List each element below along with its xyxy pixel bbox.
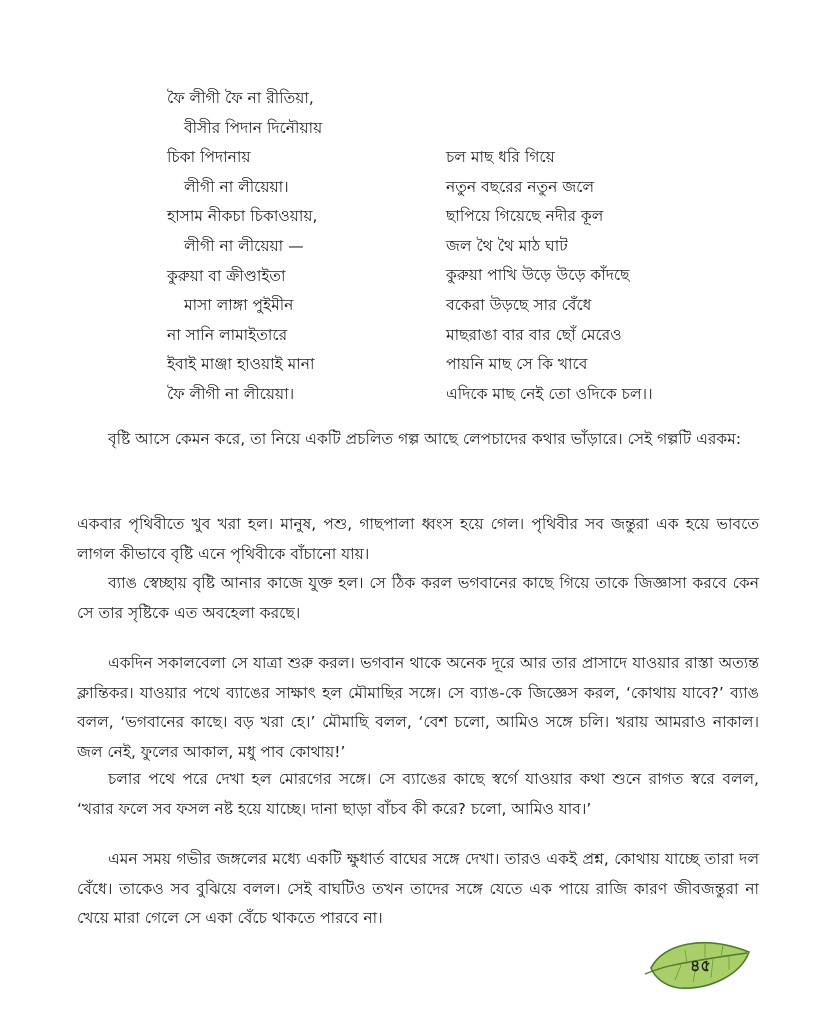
story-paragraph-1: একবার পৃথিবীতে খুব খরা হল। মানুষ, পশু, গাছপালা ধ্বংস হয়ে গেল। পৃথিবীর সব জন্তুরা এক হয়ে ভাবতে লাগল কীভাবে বৃষ্টি এনে পৃথিবীকে বাঁচানো যায়। (77, 515, 759, 563)
poem-right-column (446, 143, 653, 409)
poem-line: ইবাই মাঞ্জা হাওয়াই মানা (167, 355, 315, 374)
poem-line: চল মাছ ধরি গিয়ে (446, 148, 555, 166)
story-paragraph-4: চলার পথে পরে দেখা হল মোরগের সঙ্গে। সে ব্যাঙের কাছে স্বর্গে যাওয়ার কথা শুনে রাগত স্বরে বলল, ‘খরার ফলে সব ফসল নষ্ট হয়ে যাচ্ছে। দানা ছাড়া বাঁচব কী করে? চলো, আমিও যাব।’ (77, 770, 759, 818)
poem-line: ফৈ লীগী না লীয়েয়া। (167, 384, 295, 403)
story-paragraph-2: ব্যাঙ স্বেচ্ছায় বৃষ্টি আনার কাজে যুক্ত হল। সে ঠিক করল ভগবানের কাছে গিয়ে তাকে জিজ্ঞাসা করবে কেন সে তার সৃষ্টিকে এত অবহেলা করছে। (77, 574, 759, 622)
poem-line: মাছরাঙা বার বার ছোঁ মেরেও (446, 325, 622, 344)
poem-line: ফৈ লীগী ফৈ না রীতিয়া, (167, 89, 314, 107)
poem-line: হাসাম নীকচা চিকাওয়ায়, (167, 207, 318, 226)
poem-line: পায়নি মাছ সে কি খাবে (446, 355, 588, 374)
story-paragraph-5: এমন সময় গভীর জঙ্গলের মধ্যে একটি ক্ষুধার্ত বাঘের সঙ্গে দেখা। তারও একই প্রশ্ন, কোথায় যাচ্ছে তারা দল বেঁধে। তাকেও সব বুঝিয়ে বলল। সেই বাঘটিও তখন তাদের সঙ্গে যেতে এক পায়ে রাজি কারণ জীবজন্তুরা না খেয়ে মারা গেলে সে একা বেঁচে থাকতে পারবে না। (77, 850, 759, 927)
poem-line: মাসা লাঙ্গা পুইমীন (184, 296, 294, 315)
poem-line: চিকা পিদানায় (167, 148, 251, 167)
poem-line: বীসীর পিদান দিনৌয়ায় (184, 118, 323, 137)
poem-line: জল থৈ থৈ মাঠ ঘাট (446, 236, 568, 255)
page-number: ৪৫ (690, 956, 711, 975)
poem-line: নতুন বছরের নতুন জলে (446, 177, 594, 196)
poem-line: লীগী না লীয়েয়া। (184, 177, 289, 196)
poem-line: এদিকে মাছ নেই তো ওদিকে চল।। (446, 384, 653, 403)
poem-left-column (167, 84, 322, 410)
poem-line: ছাপিয়ে গিয়েছে নদীর কূল (446, 207, 604, 226)
poem-line: কুরুয়া পাখি উড়ে উড়ে কাঁদছে (446, 266, 630, 285)
intro-paragraph: বৃষ্টি আসে কেমন করে, তা নিয়ে একটি প্রচলিত গল্প আছে লেপচাদের কথার ভাঁড়ারে। সেই গল্পটি এরকম: (108, 430, 742, 448)
poem-line: বকেরা উড়ছে সার বেঁধে (446, 295, 592, 314)
poem-line: কুরুয়া বা ক্রীণ্ডাইতা (167, 266, 286, 285)
poem-line: লীগী না লীয়েয়া — (184, 236, 304, 255)
story-paragraph-3: একদিন সকালবেলা সে যাত্রা শুরু করল। ভগবান থাকে অনেক দূরে আর তার প্রাসাদে যাওয়ার রাস্তা অত্যন্ত ক্লান্তিকর। যাওয়ার পথে ব্যাঙের সাক্ষাৎ হল মৌমাছির সঙ্গে। সে ব্যাঙ-কে জিজ্ঞেস করল, ‘কোথায় যাবে?’ ব্যাঙ বলল, ‘ভগবানের কাছে। বড় খরা হে।’ মৌমাছি বলল, ‘বেশ চলো, আমিও সঙ্গে চলি। খরায় আমরাও নাকাল। জল নেই, ফুলের আকাল, মধু পাব কোথায়!’ (77, 654, 759, 761)
poem-line: না সানি লামাইতারে (167, 325, 288, 344)
